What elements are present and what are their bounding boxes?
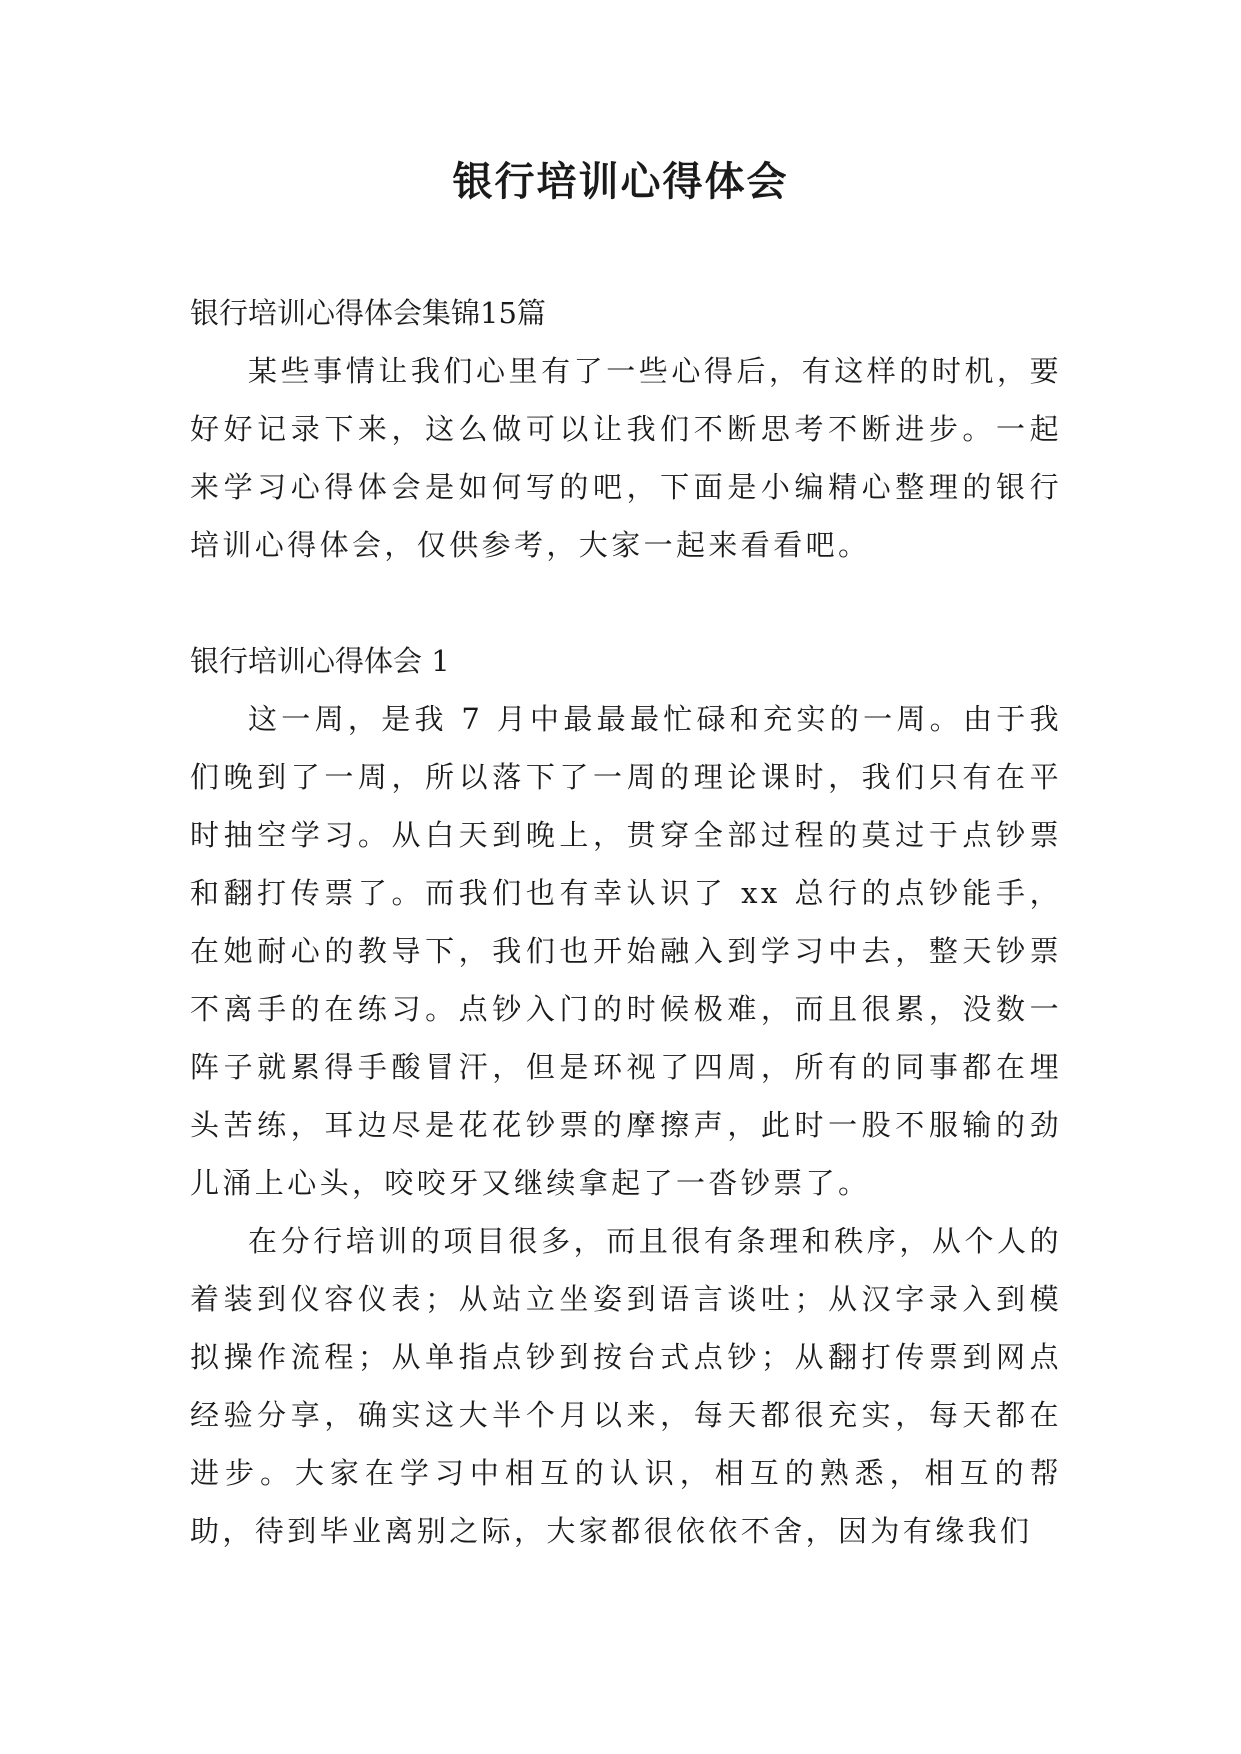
collection-subtitle: 银行培训心得体会集锦15篇 [190,296,546,330]
section-spacer [190,574,1062,632]
section-1-paragraph-2: 在分行培训的项目很多，而且很有条理和秩序，从个人的着装到仪容仪表；从站立坐姿到语言谈吐；从汉字录入到模拟操作流程；从单指点钞到按台式点钞；从翻打传票到网点经验分享，确实这大半个月以来，每天都很充实，每天都在进步。大家在学习中相互的认识，相互的熟悉，相互的帮助，待到毕业离别之际，大家都很依依不舍，因为有缘我们 [190,1224,1062,1548]
document-body [190,284,1062,1560]
section-1-paragraph-1: 这一周，是我 7 月中最最最忙碌和充实的一周。由于我们晚到了一周，所以落下了一周的理论课时，我们只有在平时抽空学习。从白天到晚上，贯穿全部过程的莫过于点钞票和翻打传票了。而我们也有幸认识了 xx 总行的点钞能手，在她耐心的教导下，我们也开始融入到学习中去，整天钞票不离手的在练习。点钞入门的时候极难，而且很累，没数一阵子就累得手酸冒汗，但是环视了四周，所有的同事都在埋头苦练，耳边尽是花花钞票的摩擦声，此时一股不服输的劲儿涌上心头，咬咬牙又继续拿起了一沓钞票了。 [190,702,1062,1200]
section-1-heading: 银行培训心得体会 1 [190,644,450,678]
document-title: 银行培训心得体会 [452,158,789,205]
intro-paragraph: 某些事情让我们心里有了一些心得后，有这样的时机，要好好记录下来，这么做可以让我们不断思考不断进步。一起来学习心得体会是如何写的吧，下面是小编精心整理的银行培训心得体会，仅供参考，大家一起来看看吧。 [190,354,1062,562]
